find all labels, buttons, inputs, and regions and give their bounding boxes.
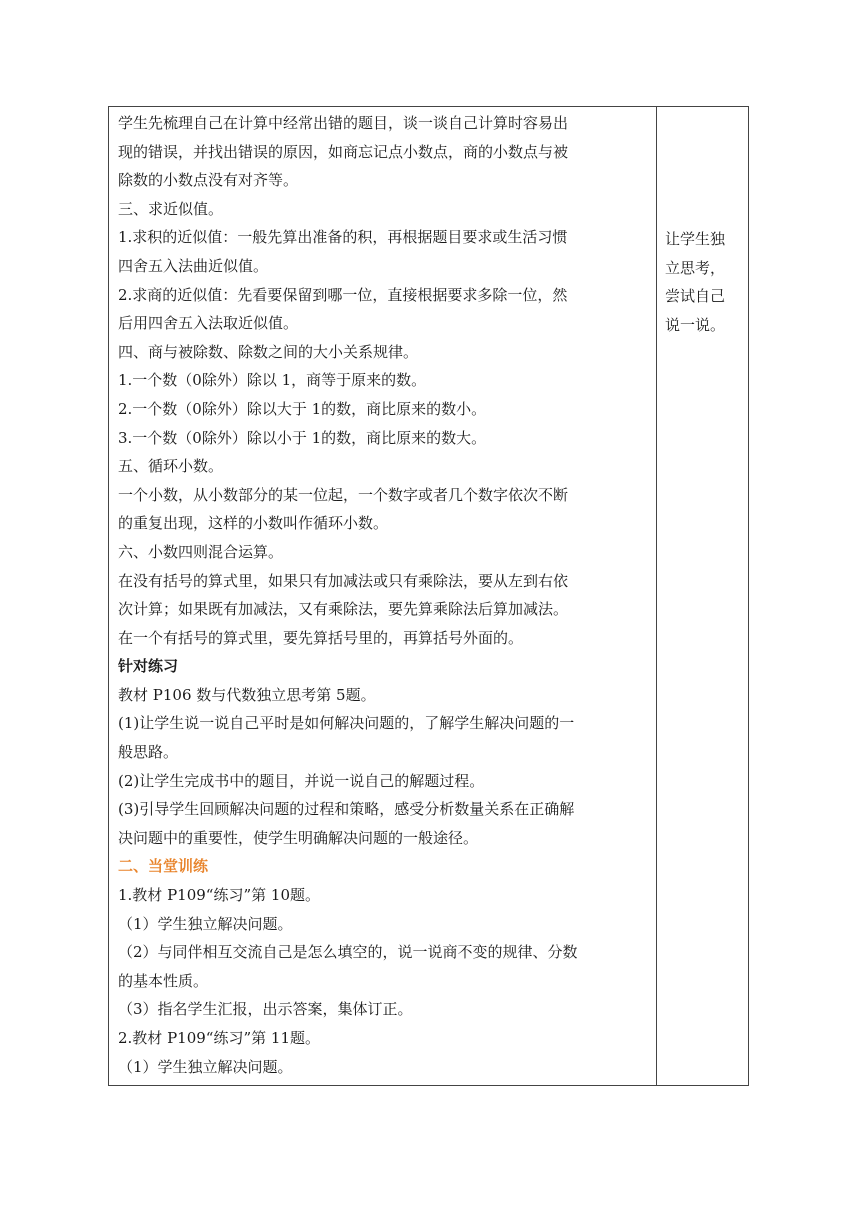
- text-line: （3）指名学生汇报，出示答案，集体订正。: [118, 1000, 413, 1019]
- side-note-line: 让学生独: [665, 230, 726, 248]
- text-line: (2)让学生完成书中的题目，并说一说自己的解题过程。: [118, 771, 485, 790]
- section-heading: 二、当堂训练: [118, 857, 209, 876]
- text-line: 在没有括号的算式里，如果只有加减法或只有乘除法，要从左到右依: [118, 571, 569, 590]
- text-line: 2.一个数（0除外）除以大于 1的数，商比原来的数小。: [118, 399, 487, 418]
- text-line: 现的错误，并找出错误的原因，如商忘记点小数点，商的小数点与被: [118, 142, 569, 161]
- text-line: 四舍五入法曲近似值。: [118, 256, 269, 275]
- text-line: 的重复出现，这样的小数叫作循环小数。: [118, 514, 389, 533]
- side-note-line: 说一说。: [665, 315, 726, 334]
- text-line: 次计算；如果既有加减法，又有乘除法，要先算乘除法后算加减法。: [118, 600, 569, 619]
- text-line: （1）学生独立解决问题。: [118, 1057, 293, 1076]
- text-line: 的基本性质。: [118, 971, 209, 990]
- side-note-line: 立思考，: [665, 258, 726, 277]
- text-line: 三、求近似值。: [118, 199, 224, 218]
- text-line: 般思路。: [118, 743, 179, 762]
- text-line: （1）学生独立解决问题。: [118, 914, 293, 933]
- text-line: 决问题中的重要性，使学生明确解决问题的一般途径。: [118, 828, 479, 847]
- text-line: 在一个有括号的算式里，要先算括号里的，再算括号外面的。: [118, 628, 524, 647]
- text-line: (3)引导学生回顾解决问题的过程和策略，感受分析数量关系在正确解: [118, 800, 575, 819]
- text-line: 五、循环小数。: [118, 457, 224, 476]
- side-note-line: 尝试自己: [665, 287, 726, 306]
- text-line: 一个小数，从小数部分的某一位起，一个数字或者几个数字依次不断: [118, 485, 569, 504]
- text-line: 1.教材 P109“练习”第 10题。: [118, 886, 320, 905]
- text-line: 2.教材 P109“练习”第 11题。: [118, 1029, 320, 1047]
- text-line: 四、商与被除数、除数之间的大小关系规律。: [118, 342, 419, 361]
- text-line: 2.求商的近似值：先看要保留到哪一位，直接根据要求多除一位，然: [118, 285, 568, 304]
- text-line: 教材 P106 数与代数独立思考第 5题。: [118, 685, 376, 704]
- text-line: (1)让学生说一说自己平时是如何解决问题的，了解学生解决问题的一: [118, 714, 575, 733]
- subsection-heading: 针对练习: [118, 657, 179, 676]
- text-line: （2）与同伴相互交流自己是怎么填空的，说一说商不变的规律、分数: [118, 943, 578, 962]
- teaching-process-cell: [109, 107, 657, 1085]
- text-line: 1.求积的近似值：一般先算出准备的积，再根据题目要求或生活习惯: [118, 228, 568, 247]
- text-line: 3.一个数（0除外）除以小于 1的数，商比原来的数大。: [118, 428, 487, 447]
- design-intent-cell: [657, 107, 748, 1085]
- text-line: 学生先梳理自己在计算中经常出错的题目，谈一谈自己计算时容易出: [118, 114, 569, 132]
- text-line: 1.一个数（0除外）除以 1，商等于原来的数。: [118, 371, 427, 390]
- text-line: 六、小数四则混合运算。: [118, 542, 284, 561]
- text-line: 后用四舍五入法取近似值。: [118, 314, 299, 333]
- text-line: 除数的小数点没有对齐等。: [118, 171, 299, 190]
- lesson-table: [108, 106, 749, 1086]
